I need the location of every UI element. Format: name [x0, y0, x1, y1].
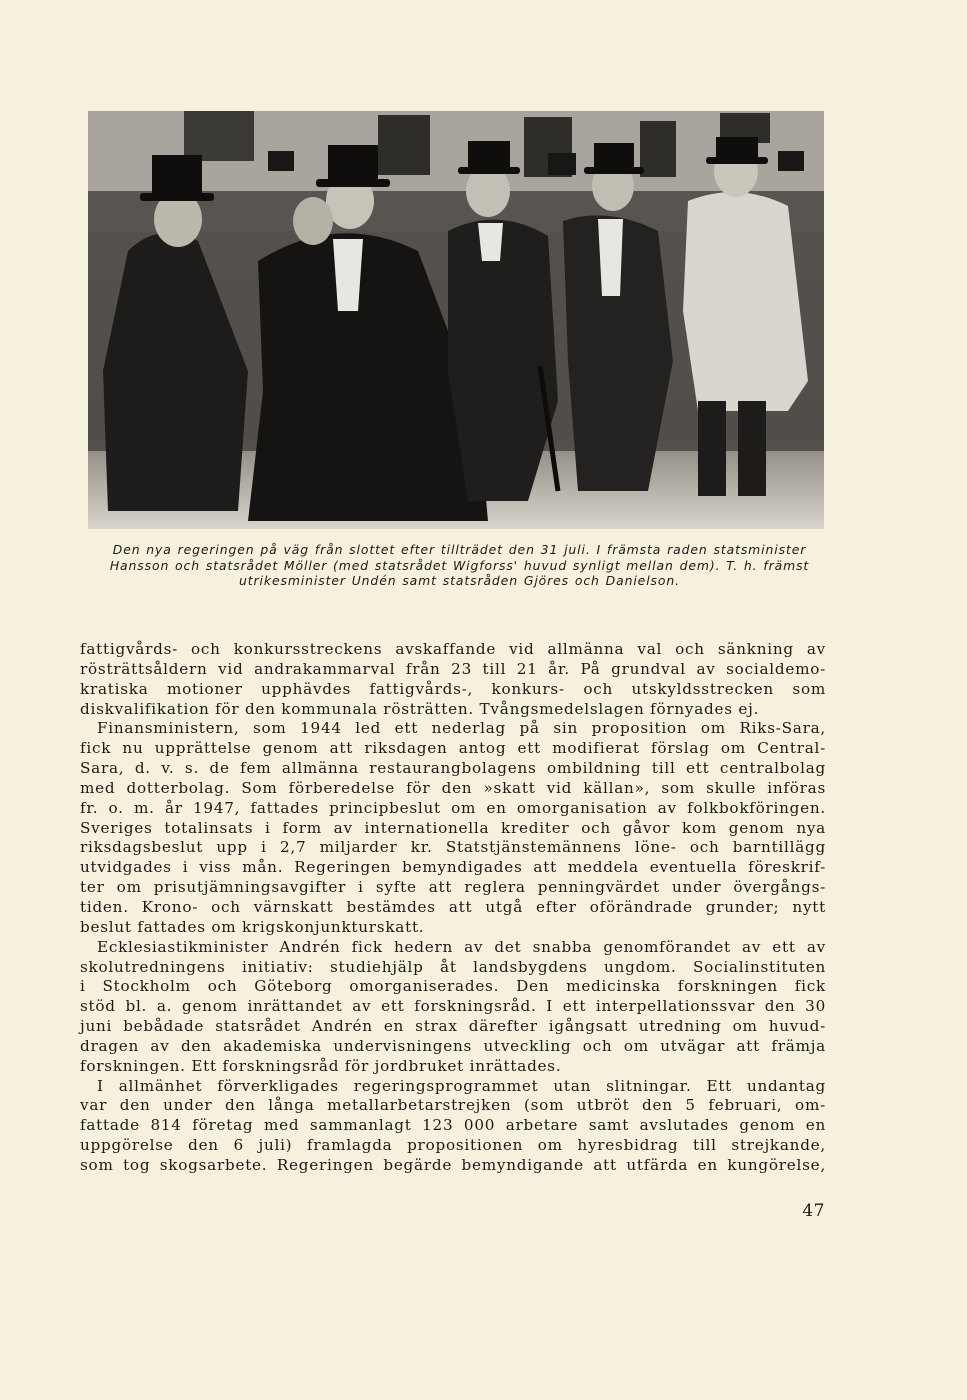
- group-photo: [88, 111, 824, 529]
- text-line: fr. o. m. år 1947, fattades principbeslut om en omorganisation av folkbokföringen.: [80, 798, 826, 817]
- text-line: stöd bl. a. genom inrättandet av ett forskningsråd. I ett interpellationssvar den 30: [80, 997, 826, 1016]
- page-number: 47: [802, 1201, 825, 1221]
- text-line: uppgörelse den 6 juli) framlagda propositionen om hyresbidrag till strejkande,: [80, 1136, 826, 1155]
- text-line: tiden. Krono- och värnskatt bestämdes att utgå efter oförändrade grunder; nytt: [80, 897, 826, 916]
- text-line: diskvalifikation för den kommunala rösträtten. Tvångsmedelslagen förnyades ej.: [80, 699, 760, 718]
- text-line: Sveriges totalinsats i form av internationella krediter och gåvor kom genom nya: [80, 818, 826, 837]
- text-line: forskningen. Ett forskningsråd för jordbruket inrättades.: [80, 1056, 562, 1075]
- text-line: fattade 814 företag med sammanlagt 123 000 arbetare samt avslutades genom en: [80, 1116, 826, 1135]
- text-line: utvidgades i viss mån. Regeringen bemyndigades att meddela eventuella föreskrif-: [80, 858, 826, 877]
- text-line: I allmänhet förverkligades regeringsprogrammet utan slitningar. Ett undantag: [97, 1076, 826, 1095]
- text-line: var den under den långa metallarbetarstrejken (som utbröt den 5 februari, om-: [80, 1096, 826, 1115]
- text-line: som tog skogsarbete. Regeringen begärde bemyndigande att utfärda en kungörelse,: [80, 1155, 826, 1174]
- text-line: Finansministern, som 1944 led ett nederlag på sin proposition om Riks-Sara,: [97, 719, 826, 738]
- text-line: dragen av den akademiska undervisningens utveckling och om utvägar att främja: [80, 1036, 826, 1055]
- caption-line: Hansson och statsrådet Möller (med statsrådet Wigforss' huvud synligt mellan dem). T. h. främst: [109, 557, 810, 573]
- text-line: ter om prisutjämningsavgifter i syfte att reglera penningvärdet under övergångs-: [80, 878, 826, 897]
- text-line: fattigvårds- och konkursstreckens avskaffande vid allmänna val och sänkning av: [80, 640, 826, 658]
- text-line: fick nu upprättelse genom att riksdagen antog ett modifierat förslag om Central-: [80, 739, 826, 758]
- text-line: riksdagsbeslut upp i 2,7 miljarder kr. Statstjänstemännens löne- och barntillägg: [80, 838, 826, 857]
- text-line: i Stockholm och Göteborg omorganiserades. Den medicinska forskningen fick: [80, 977, 826, 996]
- body-text: [80, 640, 826, 1176]
- text-line: rösträttsåldern vid andrakammarval från 23 till 21 år. På grundval av socialdemo-: [80, 659, 826, 678]
- text-line: Ecklesiastikminister Andrén fick hedern av det snabba genomförandet av ett av: [97, 937, 826, 956]
- text-line: skolutredningens initiativ: studiehjälp åt landsbygdens ungdom. Socialinstituten: [80, 957, 826, 976]
- text-line: Sara, d. v. s. de fem allmänna restaurangbolagens ombildning till ett centralbolag: [80, 759, 826, 778]
- text-line: kratiska motioner upphävdes fattigvårds-, konkurs- och utskyldsstrecken som: [80, 679, 826, 698]
- text-line: med dotterbolag. Som förberedelse för den »skatt vid källan», som skulle införas: [80, 778, 826, 797]
- group-photo-icon: [88, 111, 824, 529]
- text-line: beslut fattades om krigskonjunkturskatt.: [80, 917, 425, 936]
- text-line: juni bebådade statsrådet Andrén en strax därefter igångsatt utredning om huvud-: [80, 1017, 826, 1036]
- caption-line: utrikesminister Undén samt statsråden Gjöres och Danielson.: [239, 573, 680, 589]
- photo-caption: [92, 542, 827, 589]
- caption-line: Den nya regeringen på väg från slottet efter tillträdet den 31 juli. I främsta raden statsminister: [112, 542, 807, 557]
